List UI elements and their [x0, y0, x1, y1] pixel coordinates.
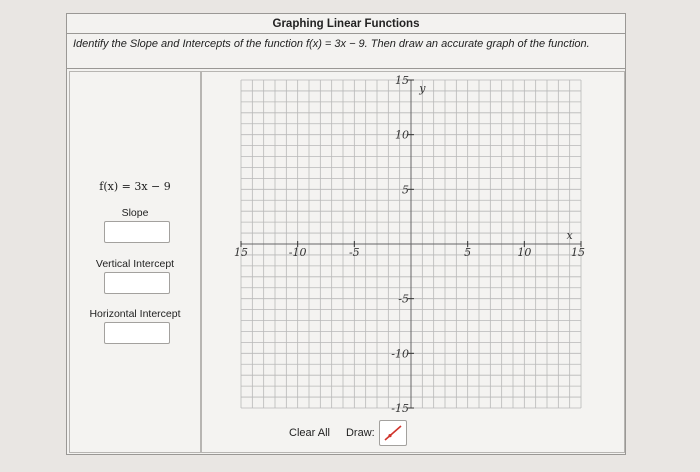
graph-controls — [287, 424, 407, 442]
x-tick-label: -5 — [348, 246, 360, 259]
slope-input[interactable] — [104, 221, 170, 243]
y-axis-label: y — [419, 81, 426, 95]
line-tool-button[interactable] — [379, 420, 407, 446]
horizontal-intercept-label: Horizontal Intercept — [89, 308, 181, 320]
draw-label: Draw: — [345, 427, 375, 439]
horizontal-intercept-input[interactable] — [104, 322, 170, 344]
instructions-divider — [67, 68, 625, 69]
y-tick-label: 15 — [395, 74, 409, 87]
y-tick-label: -15 — [391, 402, 409, 415]
x-axis-label: x — [566, 229, 573, 242]
x-tick-label: 10 — [517, 246, 532, 259]
y-tick-label: 5 — [402, 183, 409, 197]
page-title: Graphing Linear Functions — [272, 18, 420, 30]
y-tick-label: -5 — [398, 292, 409, 306]
x-tick-label: 15 — [571, 246, 585, 259]
graph-area — [201, 71, 625, 453]
title-divider — [67, 33, 625, 34]
answer-panel — [69, 71, 201, 453]
slope-label: Slope — [121, 207, 149, 219]
y-tick-label: -10 — [391, 347, 409, 361]
y-tick-label: 10 — [395, 128, 409, 142]
clear-all-button[interactable]: Clear All — [289, 427, 330, 439]
function-label: f(x) = 3x − 9 — [99, 180, 171, 193]
coordinate-grid[interactable] — [234, 74, 585, 415]
x-tick-label: 15 — [234, 246, 248, 259]
line-tool-icon — [382, 423, 404, 443]
x-tick-label: -10 — [288, 246, 307, 259]
instructions-text: Identify the Slope and Intercepts of the function f(x) = 3x − 9. Then draw an accurate graph of the function. — [73, 38, 590, 50]
vertical-intercept-input[interactable] — [104, 272, 170, 294]
x-tick-label: 5 — [464, 246, 472, 259]
vertical-intercept-label: Vertical Intercept — [95, 258, 175, 270]
graphing-panel — [66, 13, 626, 455]
